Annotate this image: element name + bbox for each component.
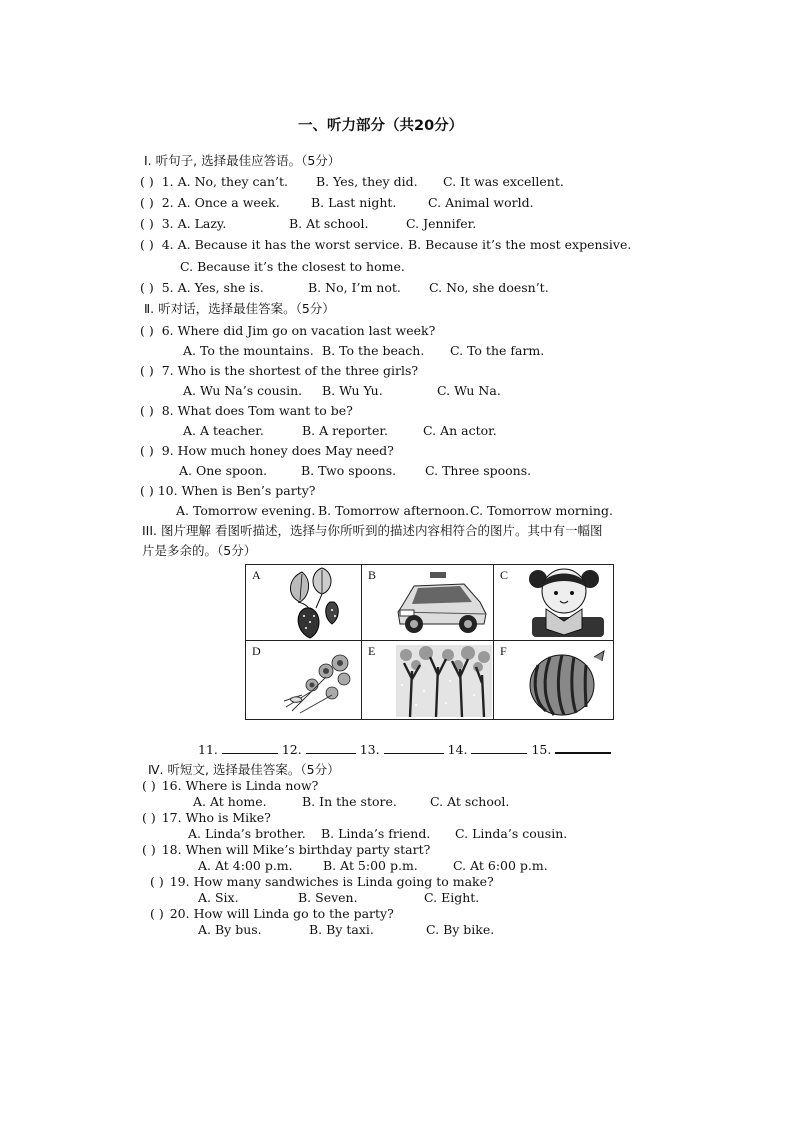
picture-label: B [368,568,377,582]
q16-option-c: C. At school. [430,794,510,809]
q19-option-a: A. Six. [198,890,239,905]
q19-stem: 19. How many sandwiches is Linda going to make? [169,874,494,889]
girl-reading-icon [524,565,612,639]
blank-label-15: 15. [531,742,552,757]
answer-bracket[interactable]: ( ) [140,323,154,338]
q20-stem: 20. How will Linda go to the party? [169,906,394,921]
q9-option-b: B. Two spoons. [301,463,397,478]
taxi-car-icon [394,570,490,636]
question-16 [142,780,318,793]
winter-trees-icon [396,645,492,717]
answer-blank-15[interactable] [555,741,611,754]
picture-label: A [252,568,261,582]
answer-bracket[interactable]: ( ) [140,483,154,498]
q8-option-a: A. A teacher. [183,423,264,438]
q7-option-b: B. Wu Yu. [322,383,383,398]
question-2 [140,197,280,210]
q17-stem: 17. Who is Mike? [161,810,271,825]
q5-option-a: 5. A. Yes, she is. [161,280,264,295]
answer-bracket[interactable]: ( ) [140,403,154,418]
flowers-icon [282,651,358,715]
q10-option-a: A. Tomorrow evening. [176,503,316,518]
blank-label-11: 11. [198,742,218,757]
q1-option-a: 1. A. No, they can’t. [161,174,288,189]
q16-option-a: A. At home. [193,794,267,809]
q8-option-b: B. A reporter. [302,423,389,438]
q19-option-c: C. Eight. [424,890,480,905]
question-5 [140,282,264,295]
q20-option-a: A. By bus. [198,922,262,937]
question-4 [140,239,404,252]
q4-option-c: C. Because it’s the closest to home. [180,259,405,274]
answer-blank-14[interactable] [471,742,527,754]
question-9 [140,445,394,458]
q8-option-c: C. An actor. [423,423,497,438]
picture-label: F [500,644,507,658]
q9-stem: 9. How much honey does May need? [161,443,394,458]
q2-option-b: B. Last night. [311,195,397,210]
q6-stem: 6. Where did Jim go on vacation last week? [161,323,436,338]
q18-option-a: A. At 4:00 p.m. [198,858,293,873]
blank-label-14: 14. [447,742,468,757]
answer-bracket[interactable]: ( ) [142,842,156,857]
q18-option-b: B. At 5:00 p.m. [323,858,418,873]
question-3 [140,218,226,231]
picture-cell-d [246,641,362,720]
answer-blank-12[interactable] [306,742,356,754]
answer-blanks-row [198,741,611,757]
answer-bracket[interactable]: ( ) [142,778,156,793]
picture-cell-a [246,565,362,641]
q10-stem: 10. When is Ben’s party? [157,483,316,498]
q1-option-c: C. It was excellent. [443,174,564,189]
question-20 [150,908,394,921]
picture-label: E [368,644,376,658]
q2-option-a: 2. A. Once a week. [161,195,280,210]
section-2-heading: Ⅱ. 听对话，选择最佳答案。（5分） [144,301,335,316]
picture-table [245,564,614,720]
answer-blank-13[interactable] [384,742,444,754]
answer-bracket[interactable]: ( ) [150,906,164,921]
q19-option-b: B. Seven. [298,890,358,905]
blank-label-13: 13. [359,742,380,757]
q16-stem: 16. Where is Linda now? [161,778,319,793]
question-18 [142,844,430,857]
question-8 [140,405,353,418]
question-17 [142,812,271,825]
picture-cell-b [362,565,494,641]
answer-bracket[interactable]: ( ) [140,443,154,458]
q17-option-a: A. Linda’s brother. [188,826,306,841]
q18-stem: 18. When will Mike’s birthday party start? [161,842,431,857]
question-7 [140,365,418,378]
question-19 [150,876,494,889]
question-6 [140,325,435,338]
q4-option-a: 4. A. Because it has the worst service. [161,237,404,252]
q10-option-b: B. Tomorrow afternoon. [318,503,470,518]
picture-cell-f [494,641,614,720]
q5-option-c: C. No, she doesn’t. [429,280,549,295]
question-10 [140,485,316,498]
answer-bracket[interactable]: ( ) [140,237,154,252]
q3-option-c: C. Jennifer. [406,216,477,231]
answer-bracket[interactable]: ( ) [140,174,154,189]
picture-cell-c [494,565,614,641]
q7-option-c: C. Wu Na. [437,383,501,398]
q3-option-b: B. At school. [289,216,369,231]
section-3-heading-cont: 片是多余的。（5分） [142,543,257,558]
q7-option-a: A. Wu Na’s cousin. [183,383,303,398]
watermelon-icon [524,645,608,717]
page-title: 一、听力部分（共20分） [298,118,464,134]
section-3-heading: III. 图片理解 看图听描述，选择与你所听到的描述内容相符合的图片。其中有一幅图 [142,523,603,538]
blank-label-12: 12. [281,742,302,757]
q6-option-a: A. To the mountains. [183,343,314,358]
q8-stem: 8. What does Tom want to be? [161,403,353,418]
answer-bracket[interactable]: ( ) [140,363,154,378]
answer-bracket[interactable]: ( ) [142,810,156,825]
answer-bracket[interactable]: ( ) [140,216,154,231]
picture-label: C [500,568,509,582]
q9-option-c: C. Three spoons. [425,463,532,478]
strawberry-plant-icon [280,566,360,640]
q18-option-c: C. At 6:00 p.m. [453,858,548,873]
section-1-heading: Ⅰ. 听句子, 选择最佳应答语。（5分） [144,153,341,168]
picture-label: D [252,644,261,658]
q20-option-c: C. By bike. [426,922,495,937]
q10-option-c: C. Tomorrow morning. [470,503,613,518]
answer-blank-11[interactable] [222,742,278,754]
question-1 [140,176,288,189]
picture-cell-e [362,641,494,720]
q6-option-c: C. To the farm. [450,343,545,358]
q2-option-c: C. Animal world. [428,195,534,210]
q3-option-a: 3. A. Lazy. [161,216,227,231]
q6-option-b: B. To the beach. [322,343,425,358]
answer-bracket[interactable]: ( ) [150,874,164,889]
q1-option-b: B. Yes, they did. [316,174,418,189]
answer-bracket[interactable]: ( ) [140,280,154,295]
q17-option-b: B. Linda’s friend. [321,826,431,841]
q9-option-a: A. One spoon. [179,463,268,478]
q16-option-b: B. In the store. [302,794,397,809]
q17-option-c: C. Linda’s cousin. [455,826,568,841]
q4-option-b: B. Because it’s the most expensive. [408,237,632,252]
answer-bracket[interactable]: ( ) [140,195,154,210]
section-4-heading: Ⅳ. 听短文, 选择最佳答案。（5分） [148,762,340,777]
q5-option-b: B. No, I’m not. [308,280,401,295]
q7-stem: 7. Who is the shortest of the three girls? [161,363,419,378]
q20-option-b: B. By taxi. [309,922,374,937]
